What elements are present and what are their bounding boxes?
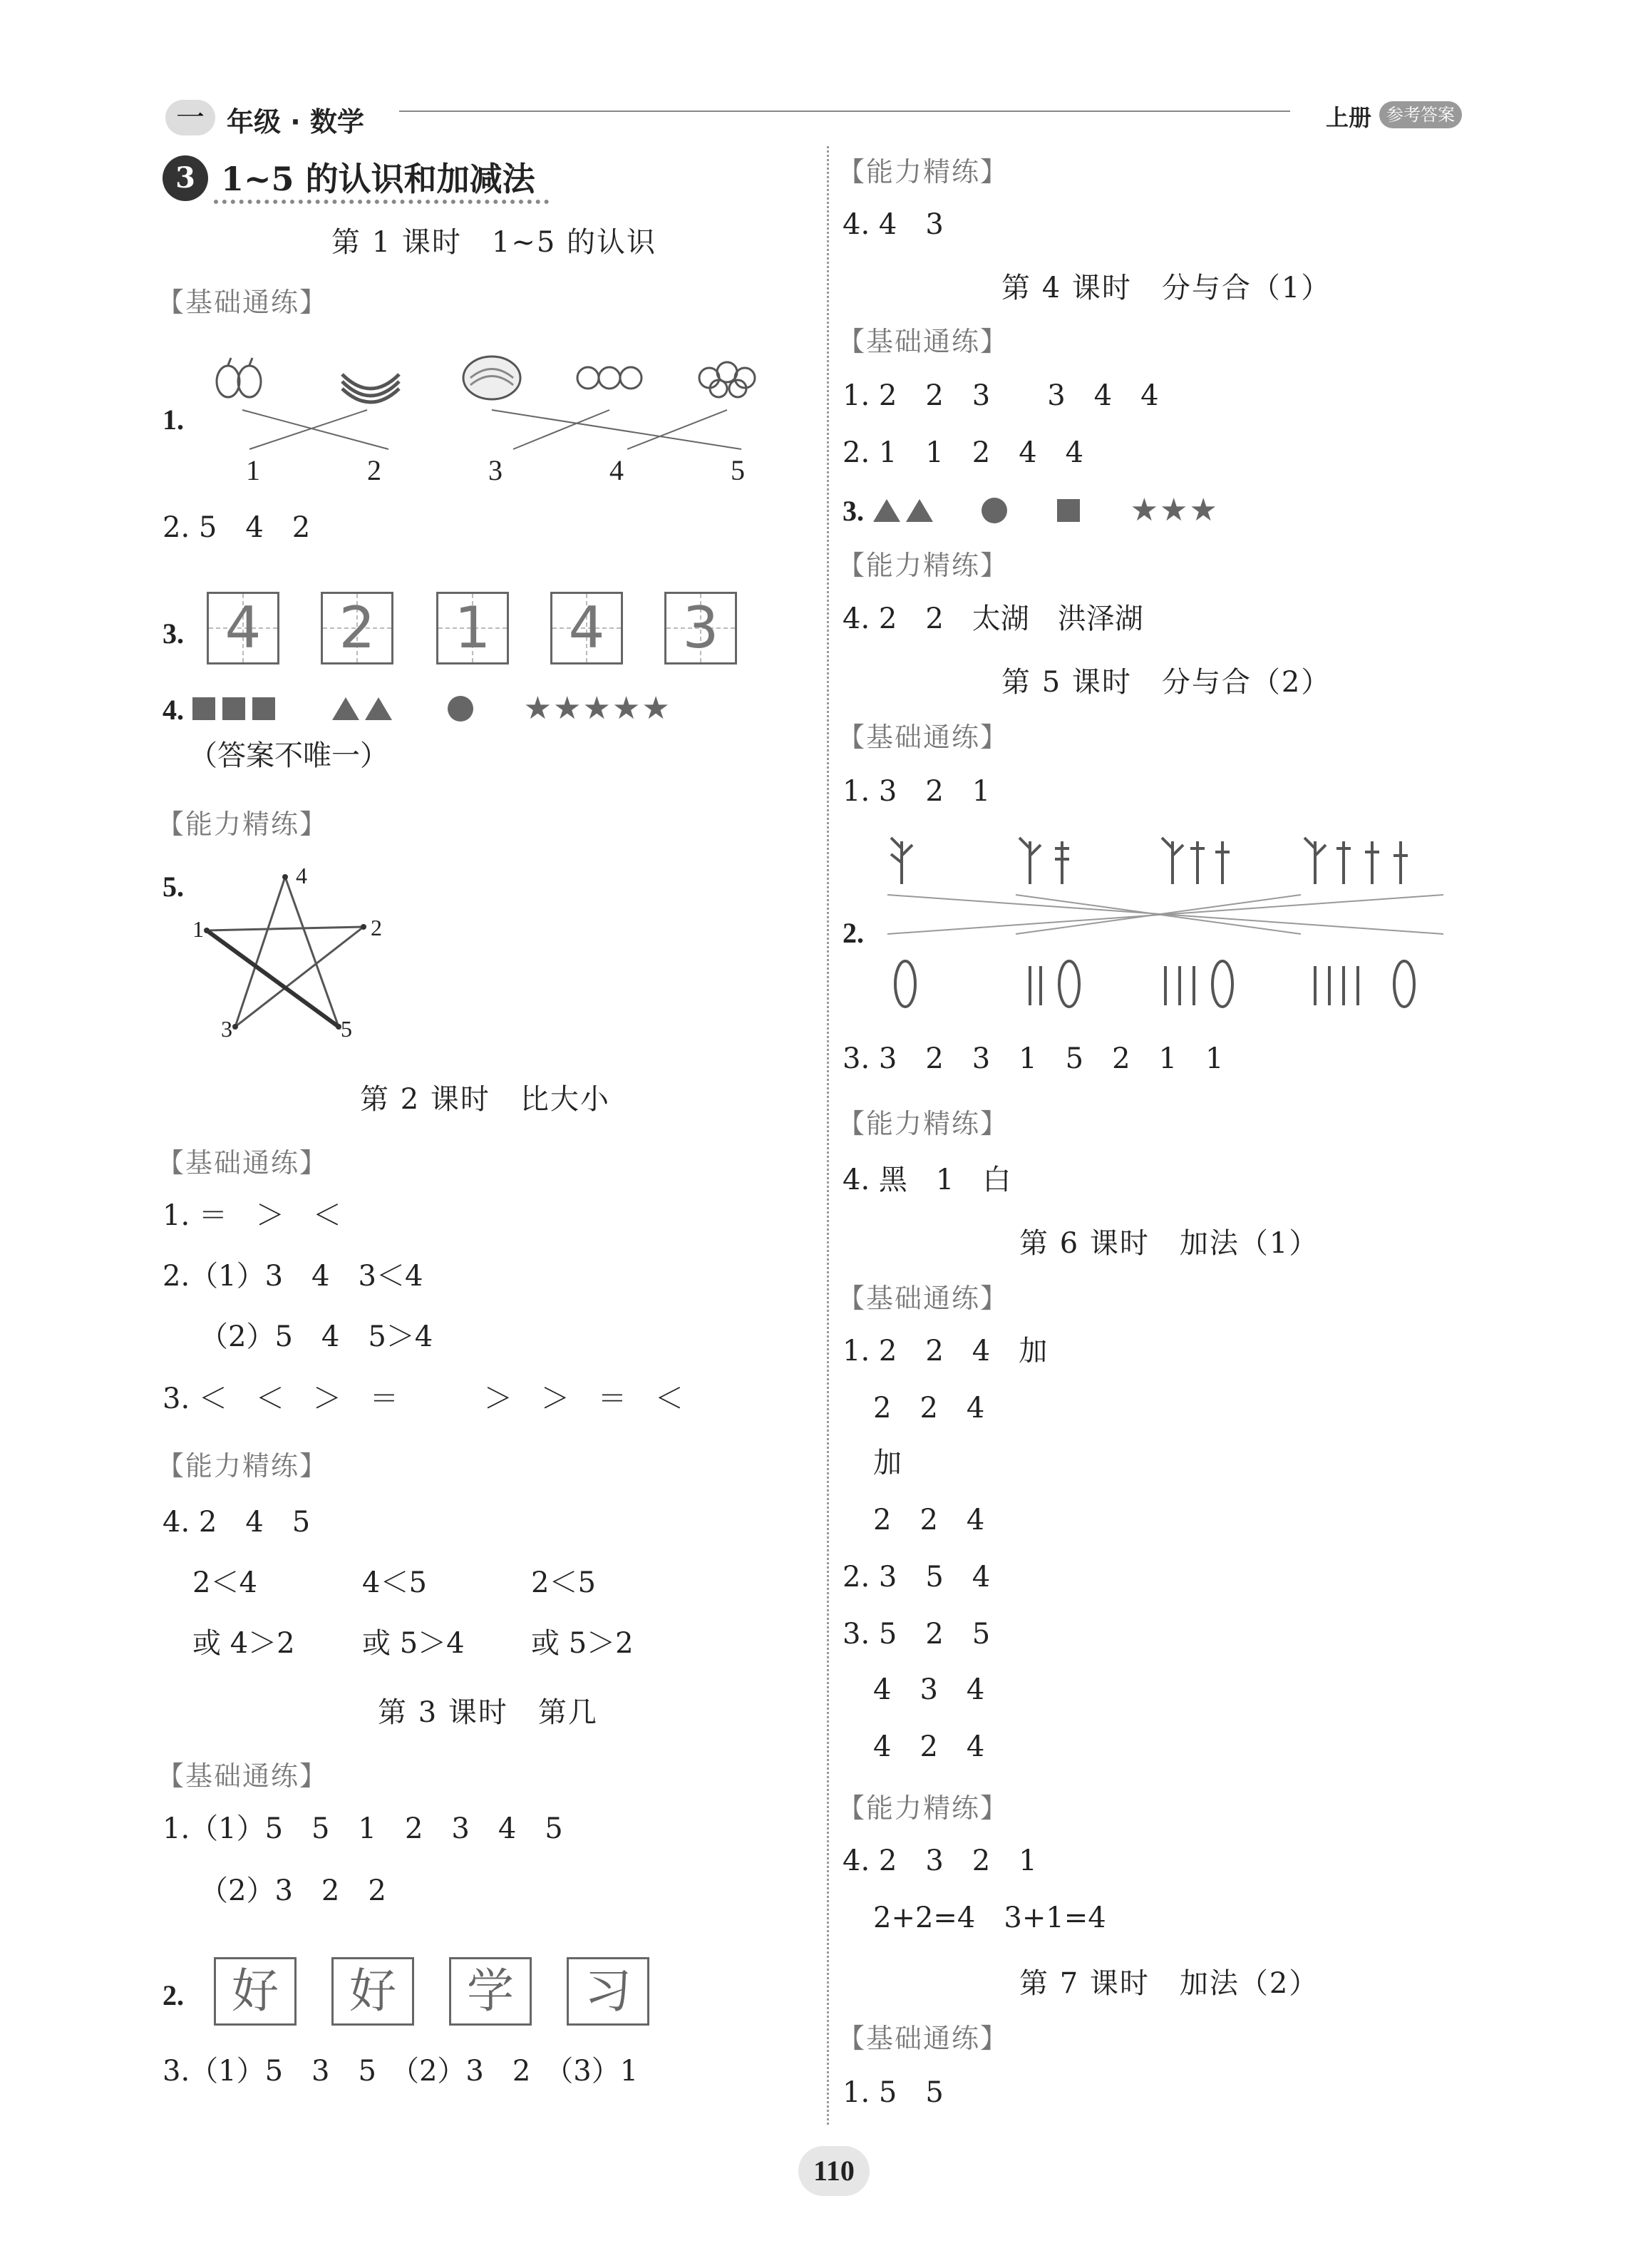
unit-number: 3 [163,155,208,201]
prev-q4: 4. 4 3 [843,208,944,241]
match-number-3: 3 [488,454,503,486]
character-grid: 好 [214,1957,297,2026]
lesson7-basic-heading: 【基础通练】 [838,2023,1009,2054]
header-title: 年级 · 数学 [227,106,364,138]
l6-q2: 2. 3 5 4 [843,1561,991,1594]
fruit-matching-figure [200,335,770,492]
square-icon [1057,499,1080,522]
l2-q4-r1c3: 2＜5 [531,1566,596,1599]
star-point-1: 1 [192,916,204,942]
header-rule [399,111,1290,112]
triangle-icon [873,499,900,522]
header-volume: 上册 [1326,104,1372,131]
character-grid: 学 [449,1957,532,2026]
crops-matching-figure [873,827,1458,1027]
corn-icon [1315,961,1414,1007]
square-icon [222,697,245,720]
l4-q4: 4. 2 2 太湖 洪泽湖 [843,602,1143,635]
wheat-icon [1162,838,1230,884]
l3-q2-mark: 2. [163,1979,184,2011]
l6-q4-l1: 4. 2 3 2 1 [843,1844,1037,1877]
tomato-icon [577,367,642,389]
lesson3-title: 第 3 课时 第几 [378,1696,598,1729]
triangle-icon [332,697,359,720]
l1-q1-mark: 1. [163,404,184,436]
wheat-icon [1019,838,1069,884]
corn-icon [1030,961,1079,1007]
match-number-1: 1 [246,454,260,486]
l1-q2: 2. 5 4 2 [163,511,311,544]
star-point-2: 2 [371,915,382,940]
l2-q4-r2c3: 或 5＞2 [531,1627,634,1660]
prev-ability-heading: 【能力精练】 [838,156,1009,188]
l4-q3-shapes [873,492,1219,528]
square-icon [192,697,215,720]
lesson5-basic-heading: 【基础通练】 [838,722,1009,753]
l2-q2a: 2.（1）3 4 3＜4 [163,1260,423,1293]
page-number: 110 [798,2146,870,2196]
shapes-row [192,690,671,727]
l4-q1: 1. 2 2 3 3 4 4 [843,379,1159,412]
l1-q4-note: （答案不唯一） [189,739,388,772]
triangle-icon [365,697,392,720]
triangle-icon [906,499,933,522]
l2-q4: 4. 2 4 5 [163,1506,311,1539]
l5-q4: 4. 黑 1 白 [843,1164,1011,1196]
lesson3-basic-heading: 【基础通练】 [157,1760,329,1792]
star-icon: ★ [582,690,611,727]
lesson4-title: 第 4 课时 分与合（1） [1001,272,1331,304]
star-icon: ★ [1160,492,1188,528]
digit-grid: 2 [321,592,393,665]
lesson5-ability-heading: 【能力精练】 [838,1108,1009,1139]
lesson5-title: 第 5 课时 分与合（2） [1001,666,1331,699]
grapes-icon [699,362,755,397]
l2-q3: 3. ＜ ＜ ＞ ＝ ＞ ＞ ＝ ＜ [163,1382,684,1415]
l6-q3-l2: 4 3 4 [873,1673,985,1706]
l6-q4-l2: 2+2=4 3+1=4 [873,1902,1106,1934]
lesson1-basic-heading: 【基础通练】 [157,287,329,318]
lesson6-ability-heading: 【能力精练】 [838,1792,1009,1824]
digit-grid: 4 [550,592,623,665]
digit-grid: 1 [436,592,509,665]
l2-q4-r1c1: 2＜4 [192,1566,257,1599]
l6-q1-l1: 1. 2 2 4 加 [843,1335,1048,1368]
l5-q1: 1. 3 2 1 [843,775,991,808]
l6-q1-l3: 加 [873,1447,902,1479]
l2-q4-r2c1: 或 4＞2 [192,1627,295,1660]
star-icon: ★ [553,690,582,727]
grade-pill: 一 [165,100,215,135]
match-number-5: 5 [731,454,745,486]
digit-grid: 4 [207,592,279,665]
star-connect-figure [185,863,399,1048]
l2-q4-r2c2: 或 5＞4 [362,1627,465,1660]
lesson7-title: 第 7 课时 加法（2） [1019,1967,1319,2000]
character-grid: 习 [567,1957,649,2026]
circle-icon [448,696,473,722]
circle-icon [982,498,1007,523]
lesson2-ability-heading: 【能力精练】 [157,1450,329,1482]
column-divider [827,146,829,2125]
star-icon: ★ [1189,492,1217,528]
l3-q3: 3.（1）5 3 5 （2）3 2 （3）1 [163,2055,639,2088]
wheat-icon [1304,838,1408,884]
star-point-4: 4 [296,863,307,888]
corn-icon [1165,961,1232,1007]
answer-badge: 参考答案 [1379,101,1462,128]
star-icon: ★ [523,690,552,727]
l3-q1a: 1.（1）5 5 1 2 3 4 5 [163,1812,563,1845]
star-icon: ★ [1130,492,1159,528]
l5-q3: 3. 3 2 3 1 5 2 1 1 [843,1042,1224,1075]
unit-title: 1~5 的认识和加减法 [221,160,535,198]
lesson1-ability-heading: 【能力精练】 [157,809,329,840]
l2-q2b: （2）5 4 5＞4 [200,1320,433,1353]
lesson2-title: 第 2 课时 比大小 [360,1083,610,1116]
watermelon-icon [463,356,520,399]
character-grid: 好 [331,1957,414,2026]
pear-icon [217,358,261,397]
square-icon [252,697,275,720]
digit-grid: 3 [664,592,737,665]
l2-q4-r1c2: 4＜5 [362,1566,427,1599]
l1-q5-mark: 5. [163,871,184,903]
star-point-5: 5 [341,1016,352,1042]
corn-icon [895,961,915,1007]
l1-q4-mark: 4. [163,694,184,726]
l6-q1-l2: 2 2 4 [873,1392,985,1425]
l4-q3-mark: 3. [843,495,864,527]
lesson1-title: 第 1 课时 1~5 的认识 [331,226,657,259]
lesson4-basic-heading: 【基础通练】 [838,326,1009,357]
l5-q2-mark: 2. [843,917,864,949]
l1-q3-mark: 3. [163,617,184,650]
match-number-2: 2 [367,454,381,486]
lesson4-ability-heading: 【能力精练】 [838,550,1009,581]
lesson2-basic-heading: 【基础通练】 [157,1147,329,1179]
wheat-icon [891,838,912,884]
lesson6-basic-heading: 【基础通练】 [838,1283,1009,1314]
banana-icon [342,374,399,402]
star-point-3: 3 [221,1016,232,1042]
star-icon: ★ [612,690,641,727]
l4-q2: 2. 1 1 2 4 4 [843,436,1084,469]
l2-q1: 1. ＝ ＞ ＜ [163,1199,341,1232]
l6-q1-l4: 2 2 4 [873,1504,985,1536]
lesson6-title: 第 6 课时 加法（1） [1019,1227,1319,1260]
star-icon: ★ [642,690,670,727]
l3-q1b: （2）3 2 2 [200,1874,386,1907]
l6-q3-l3: 4 2 4 [873,1730,985,1763]
l7-q1: 1. 5 5 [843,2076,944,2109]
l6-q3-l1: 3. 5 2 5 [843,1618,991,1651]
unit-title-underline [214,200,549,204]
match-number-4: 4 [609,454,624,486]
